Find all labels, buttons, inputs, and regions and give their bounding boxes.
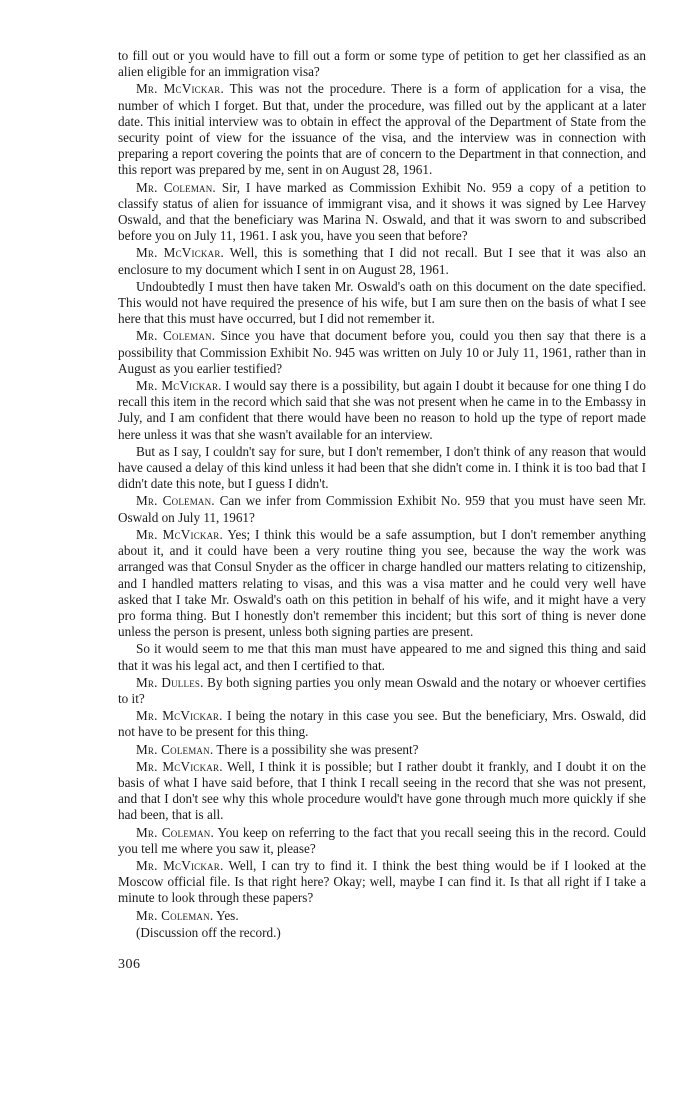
paragraph-text: Well, I can try to find it. I think the best thing would be if I looked at the Moscow official file. Is that right here? Okay; well, maybe I can find it. Is that all right if I take a minute to look through these papers? <box>118 857 646 906</box>
paragraph-text: Well, this is something that I did not recall. But I see that it was also an enclosure to my document which I sent in on August 28, 1961. <box>118 245 646 277</box>
speaker-label: Mr. Dulles. <box>136 674 204 690</box>
paragraph-text: You keep on referring to the fact that you recall seeing this in the record. Could you tell me where you saw it, please? <box>118 824 647 856</box>
paragraph <box>118 444 646 493</box>
paragraph <box>118 493 646 525</box>
speaker-label: Mr. McVickar. <box>136 708 223 724</box>
paragraph <box>118 279 646 328</box>
paragraph <box>118 708 646 740</box>
paragraph <box>118 328 646 377</box>
speaker-label: Mr. McVickar. <box>136 526 223 542</box>
paragraph-text: (Discussion off the record.) <box>136 924 281 940</box>
speaker-label: Mr. Coleman. <box>136 328 216 344</box>
paragraph <box>118 180 646 245</box>
paragraph-text: Can we infer from Commission Exhibit No. 959 that you must have seen Mr. Oswald on July 11, 1961? <box>118 493 647 525</box>
paragraph <box>118 641 646 673</box>
paragraph <box>118 759 646 824</box>
paragraph-text: to fill out or you would have to fill out a form or some type of petition to get her classified as an alien eligible for an immigration visa? <box>118 48 646 80</box>
paragraph <box>118 858 646 907</box>
paragraph <box>118 908 646 924</box>
paragraph-text: I would say there is a possibility, but again I doubt it because for one thing I do recall this item in the record which said that she was not present when he came in to the Embassy in July, and I am confident that there would have been no reason to hold up the type of report made here unless it was that she wasn't available for an interview. <box>118 378 646 442</box>
paragraph <box>118 675 646 707</box>
paragraph <box>118 742 646 758</box>
speaker-label: Mr. McVickar. <box>136 81 224 97</box>
paragraph-text: Since you have that document before you, could you then say that there is a possibility that Commission Exhibit No. 945 was written on July 10 or July 11, 1961, rather than in August as you earlier testified? <box>118 328 647 376</box>
paragraph-text: There is a possibility she was present? <box>216 741 419 757</box>
paragraph <box>118 527 646 640</box>
page-number: 306 <box>118 956 141 972</box>
paragraph-text: Well, I think it is possible; but I rather doubt it frankly, and I doubt it on the basis of what I have said before, that I think I recall seeing in the record that she was not present, and that I don't see why this whole procedure would't have gone through much more quickly if she had been, that is all. <box>118 758 646 823</box>
speaker-label: Mr. Coleman. <box>136 493 215 509</box>
speaker-label: Mr. McVickar. <box>136 245 225 261</box>
paragraph <box>118 925 646 941</box>
paragraph-text: Sir, I have marked as Commission Exhibit No. 959 a copy of a petition to classify status of alien for issuance of immigrant visa, and it shows it was signed by Lee Harvey Oswald, and that the beneficiary was Marina N. Oswald, and that it was sworn to and subscribed before you on July 11, 1961. I ask you, have you seen that before? <box>118 179 647 244</box>
paragraph-text: Yes. <box>216 907 239 923</box>
paragraph <box>118 825 646 857</box>
paragraph <box>118 81 646 178</box>
speaker-label: Mr. McVickar. <box>136 378 222 394</box>
document-page <box>118 48 646 973</box>
paragraph <box>118 378 646 443</box>
paragraph <box>118 48 646 80</box>
speaker-label: Mr. McVickar. <box>136 857 224 873</box>
speaker-label: Mr. Coleman. <box>136 824 214 840</box>
speaker-label: Mr. Coleman. <box>136 741 214 757</box>
paragraph <box>118 245 646 277</box>
speaker-label: Mr. Coleman. <box>136 907 214 923</box>
paragraph-text: By both signing parties you only mean Oswald and the notary or whoever certifies to it? <box>118 674 647 706</box>
paragraph-text: But as I say, I couldn't say for sure, but I don't remember, I don't think of any reason that would have caused a delay of this kind unless it had been that she didn't come in. I think it is too bad that I didn't date this note, but I guess I didn't. <box>118 443 646 492</box>
paragraph-text: Undoubtedly I must then have taken Mr. Oswald's oath on this document on the date specified. This would not have required the presence of his wife, but I am sure then on the basis of what I see here that this must have occurred, but I did not remember it. <box>118 278 646 327</box>
paragraph-text: So it would seem to me that this man must have appeared to me and signed this thing and said that it was his legal act, and then I certified to that. <box>118 641 646 673</box>
paragraph-text: This was not the procedure. There is a form of application for a visa, the number of which I forget. But that, under the procedure, was filled out by the applicant at a later date. This initial interview was to obtain in effect the approval of the Department of State from the security point of view for the issuance of the visa, and the interview was in connection with preparing a report covering the points that are of concern to the Department in that connection, and this report was prepared by me, sent in on August 28, 1961. <box>118 81 646 178</box>
speaker-label: Mr. Coleman. <box>136 179 216 195</box>
paragraph-text: I being the notary in this case you see. But the beneficiary, Mrs. Oswald, did not have to be present for this thing. <box>118 708 646 740</box>
speaker-label: Mr. McVickar. <box>136 758 223 774</box>
paragraph-text: Yes; I think this would be a safe assumption, but I don't remember anything about it, and it could have been a very routine thing you see, because the way the work was arranged was that Consul Snyder as the officer in charge handled our matters relating to citizenship, and I handled matters relating to visas, and this was a visa matter and he could very well have asked that I take Mr. Oswald's oath on this petition in behalf of his wife, and it might have a very pro forma thing. But I honestly don't remember this incident; but this sort of thing is never done unless the person is present, unless both signing parties are present. <box>118 526 646 640</box>
